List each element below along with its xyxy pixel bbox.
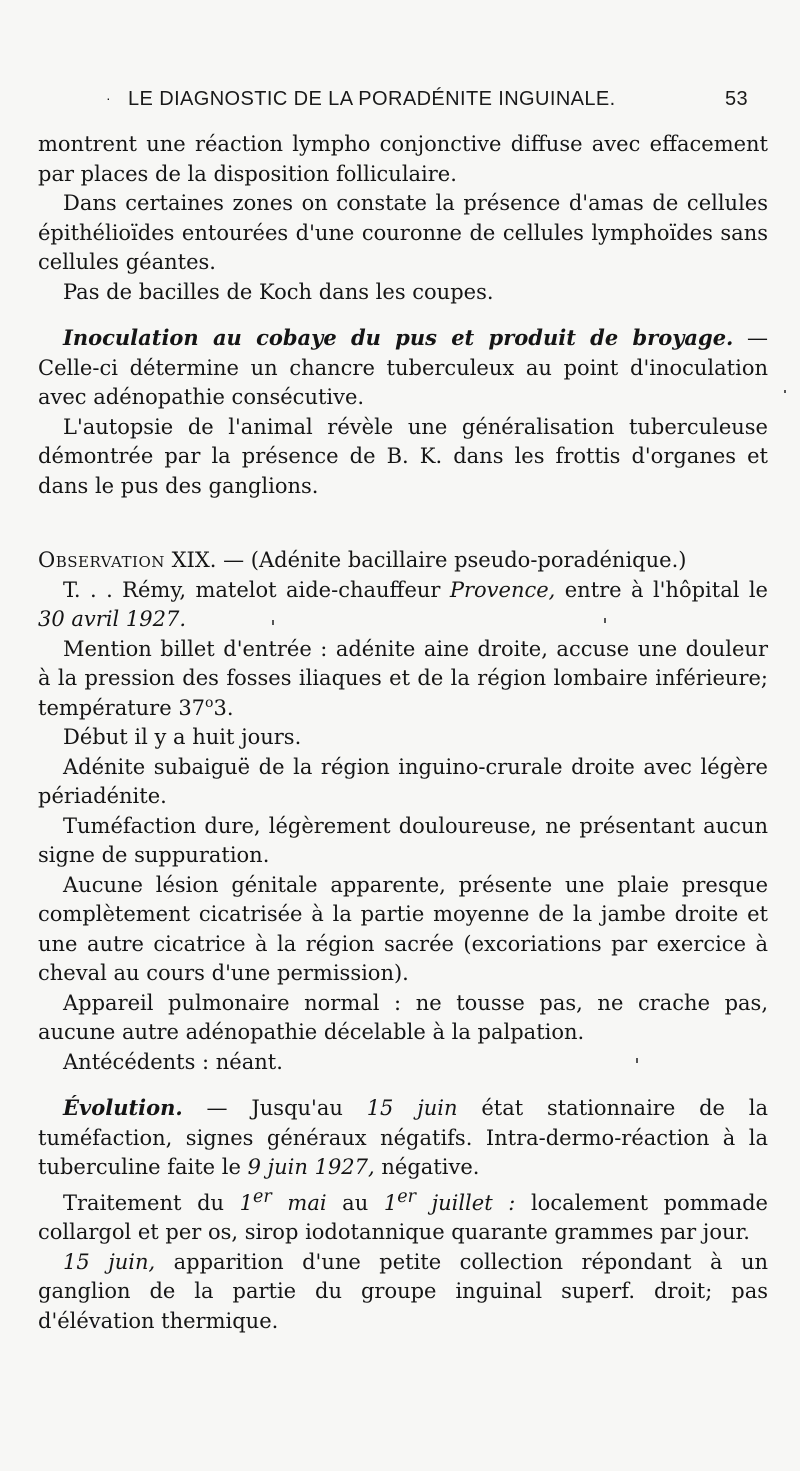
admission-text-b: 3.: [213, 695, 234, 720]
paragraph: Pas de bacilles de Koch dans les coupes.: [63, 279, 494, 304]
subheading-inoculation: Inoculation au cobaye du pus et produit de broyage.: [63, 325, 734, 350]
patient-text-b: entre à l'hôpital le: [555, 577, 768, 602]
paragraph: Début il y a huit jours.: [63, 725, 302, 749]
print-speck: [784, 390, 786, 393]
paragraph-treatment: [38, 1183, 768, 1248]
body-text: [38, 130, 768, 1336]
page-number: 53: [724, 88, 748, 110]
ship-name: Provence,: [449, 577, 556, 602]
treatment-text-a: Traitement du: [63, 1190, 240, 1215]
paragraph-patient: [38, 576, 768, 635]
treatment-text-c: localement pommade collargol et per os, sirop iodotannique quarante grammes par jour.: [38, 1190, 768, 1244]
header-mark: ·: [106, 90, 112, 106]
paragraph: Antécédents : néant.: [63, 1049, 283, 1074]
observation-heading: [38, 546, 768, 576]
print-speck: [636, 1058, 638, 1063]
treatment-date-1: 1er mai: [239, 1186, 327, 1215]
paragraph-admission: [38, 635, 768, 724]
paragraph: Aucune lésion génitale apparente, présente une plaie presque complètement cicatrisée à la partie moyenne de la jambe droite et une autre cicatrice à la région sacrée (excoriations par exercice à cheval au cours d'une permission).: [38, 872, 768, 985]
degree-sign: o: [205, 694, 214, 711]
observation-number: XIX.: [164, 548, 217, 572]
evolution-text-b: état stationnaire de la tuméfaction, signes généraux négatifs. Intra-dermo-réaction à la tuberculine faite le: [38, 1096, 768, 1179]
admission-date: 30 avril 1927.: [38, 607, 187, 631]
evolution-date-1: 15 juin: [366, 1096, 458, 1120]
paragraph-final: [38, 1248, 768, 1337]
treatment-text-b: au: [326, 1190, 384, 1215]
paragraph-evolution: [38, 1093, 768, 1183]
paragraph: Dans certaines zones on constate la présence d'amas de cellules épithélioïdes entourées d'une couronne de cellules lymphoïdes sans cellules géantes.: [38, 191, 768, 274]
running-header: [88, 88, 748, 118]
paragraph: Adénite subaiguë de la région inguino-crurale droite avec légère périadénite.: [38, 754, 768, 808]
evolution-text-a: — Jusqu'au: [182, 1096, 367, 1120]
subheading-evolution: Évolution.: [63, 1095, 183, 1120]
observation-title: — (Adénite bacillaire pseudo-poradénique.): [216, 548, 687, 572]
paragraph: montrent une réaction lympho conjonctive diffuse avec effacement par places de la disposition folliculaire.: [38, 132, 768, 186]
treatment-date-2: 1er juillet :: [383, 1186, 516, 1215]
paragraph: Appareil pulmonaire normal : ne tousse pas, ne crache pas, aucune autre adénopathie décelable à la palpation.: [38, 990, 768, 1044]
patient-text: T. . . Rémy, matelot aide-chauffeur: [63, 577, 450, 602]
evolution-date-2: 9 juin 1927,: [247, 1155, 375, 1179]
inoculation-text: — Celle-ci détermine un chancre tuberculeux au point d'inoculation avec adénopathie consécutive.: [38, 326, 768, 409]
header-title: LE DIAGNOSTIC DE LA PORADÉNITE INGUINALE.: [128, 88, 616, 110]
paragraph: Tuméfaction dure, légèrement douloureuse, ne présentant aucun signe de suppuration.: [38, 813, 768, 867]
print-speck: [604, 618, 606, 623]
paragraph-inoculation: [38, 323, 768, 413]
admission-text: Mention billet d'entrée : adénite aine droite, accuse une douleur à la pression des fosses iliaques et de la région lombaire inférieure; température 37: [38, 636, 768, 720]
final-date: 15 juin,: [63, 1249, 156, 1274]
evolution-text-c: négative.: [374, 1155, 480, 1179]
paragraph: L'autopsie de l'animal révèle une généralisation tuberculeuse démontrée par la présence de B. K. dans les frottis d'organes et dans le pus des ganglions.: [38, 414, 768, 498]
print-speck: [272, 620, 274, 625]
final-text: apparition d'une petite collection répondant à un ganglion de la partie du groupe inguinal superf. droit; pas d'élévation thermique.: [38, 1249, 768, 1333]
observation-label: Observation: [38, 548, 165, 572]
